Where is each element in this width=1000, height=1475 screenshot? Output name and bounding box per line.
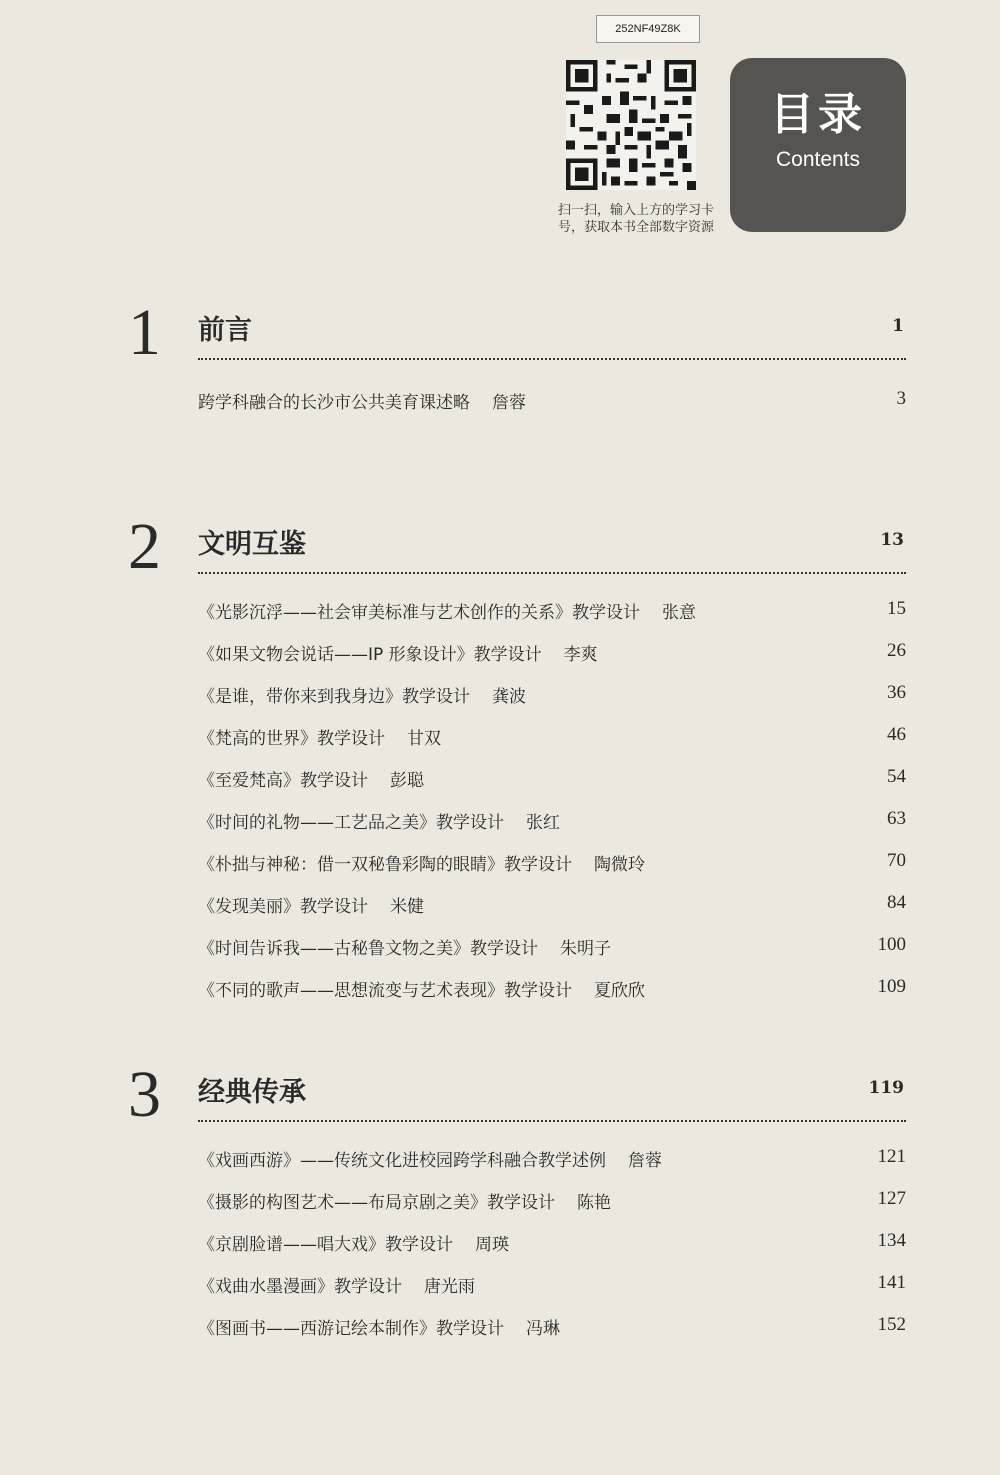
entry-author: 朱明子 [560,939,611,959]
entry-page: 109 [877,976,906,997]
toc-entry[interactable] [198,1230,906,1260]
qr-code-icon [566,60,696,190]
section-number: 1 [128,296,161,369]
toc-entry[interactable] [198,1146,906,1176]
toc-entry[interactable] [198,808,906,838]
toc-entry[interactable] [198,1272,906,1302]
entry-page: 54 [887,766,906,787]
entry-page: 134 [877,1230,906,1251]
entry-title: 《至爱梵高》教学设计 [198,771,368,791]
entry-author: 夏欣欣 [594,981,645,1001]
entry-title: 《是谁，带你来到我身边》教学设计 [198,687,470,707]
section-page: 119 [868,1078,904,1098]
entry-title: 《如果文物会说话——IP 形象设计》教学设计 [198,645,542,665]
entry-page: 100 [877,934,906,955]
entry-author: 彭聪 [390,771,424,791]
toc-entry[interactable] [198,976,906,1006]
entry-page: 127 [877,1188,906,1209]
toc-entry[interactable] [198,724,906,754]
section-title: 文明互鉴 [198,529,306,560]
entry-title: 《朴拙与神秘：借一双秘鲁彩陶的眼睛》教学设计 [198,855,572,875]
toc-entry[interactable] [198,892,906,922]
entry-page: 152 [877,1314,906,1335]
entry-title: 《时间告诉我——古秘鲁文物之美》教学设计 [198,939,538,959]
section-number: 3 [128,1058,161,1131]
dotted-divider [198,1120,906,1122]
entry-title: 《发现美丽》教学设计 [198,897,368,917]
toc-entry[interactable] [198,766,906,796]
entry-page: 70 [887,850,906,871]
section-number: 2 [128,510,161,583]
entry-author: 米健 [390,897,424,917]
entry-author: 詹蓉 [628,1151,662,1171]
entry-page: 121 [877,1146,906,1167]
entry-page: 46 [887,724,906,745]
entry-author: 陈艳 [577,1193,611,1213]
entry-author: 冯琳 [526,1319,560,1339]
entry-page: 63 [887,808,906,829]
toc-entry[interactable] [198,682,906,712]
section-title: 经典传承 [198,1077,306,1108]
entry-title: 《戏画西游》——传统文化进校园跨学科融合教学述例 [198,1151,606,1171]
entry-page: 141 [877,1272,906,1293]
entry-title: 《光影沉浮——社会审美标准与艺术创作的关系》教学设计 [198,603,640,623]
entry-page: 3 [896,388,906,409]
toc-entry[interactable] [198,850,906,880]
entry-author: 甘双 [407,729,441,749]
study-card-code: 252NF49Z8K [596,15,700,43]
entry-title: 《戏曲水墨漫画》教学设计 [198,1277,402,1297]
dotted-divider [198,572,906,574]
entry-author: 陶微玲 [594,855,645,875]
entry-author: 唐光雨 [424,1277,475,1297]
entry-title: 《不同的歌声——思想流变与艺术表现》教学设计 [198,981,572,1001]
entry-page: 26 [887,640,906,661]
toc-entry[interactable] [198,1314,906,1344]
entry-title: 《梵高的世界》教学设计 [198,729,385,749]
entry-page: 15 [887,598,906,619]
section-page: 1 [892,316,904,336]
entry-author: 詹蓉 [492,393,526,413]
toc-entry[interactable] [198,640,906,670]
toc-entry[interactable] [198,388,906,418]
entry-author: 周瑛 [475,1235,509,1255]
contents-title-en: Contents [775,148,861,171]
entry-title: 《京剧脸谱——唱大戏》教学设计 [198,1235,453,1255]
entry-title: 《时间的礼物——工艺品之美》教学设计 [198,813,504,833]
qr-caption: 扫一扫，输入上方的学习卡号，获取本书全部数字资源 [557,203,714,235]
section-page: 13 [880,530,904,550]
entry-author: 李爽 [563,645,598,665]
entry-title: 《图画书——西游记绘本制作》教学设计 [198,1319,504,1339]
entry-page: 36 [887,682,906,703]
entry-page: 84 [887,892,906,913]
contents-title-zh: 目录 [770,89,866,140]
contents-badge [730,58,906,232]
entry-author: 张意 [662,603,696,623]
section-title: 前言 [198,315,252,346]
toc-entry[interactable] [198,934,906,964]
toc-entry[interactable] [198,1188,906,1218]
entry-title: 《摄影的构图艺术——布局京剧之美》教学设计 [198,1193,555,1213]
toc-entry[interactable] [198,598,906,628]
entry-author: 张红 [526,813,560,833]
entry-author: 龚波 [492,687,526,707]
entry-title: 跨学科融合的长沙市公共美育课述略 [198,393,470,413]
dotted-divider [198,358,906,360]
